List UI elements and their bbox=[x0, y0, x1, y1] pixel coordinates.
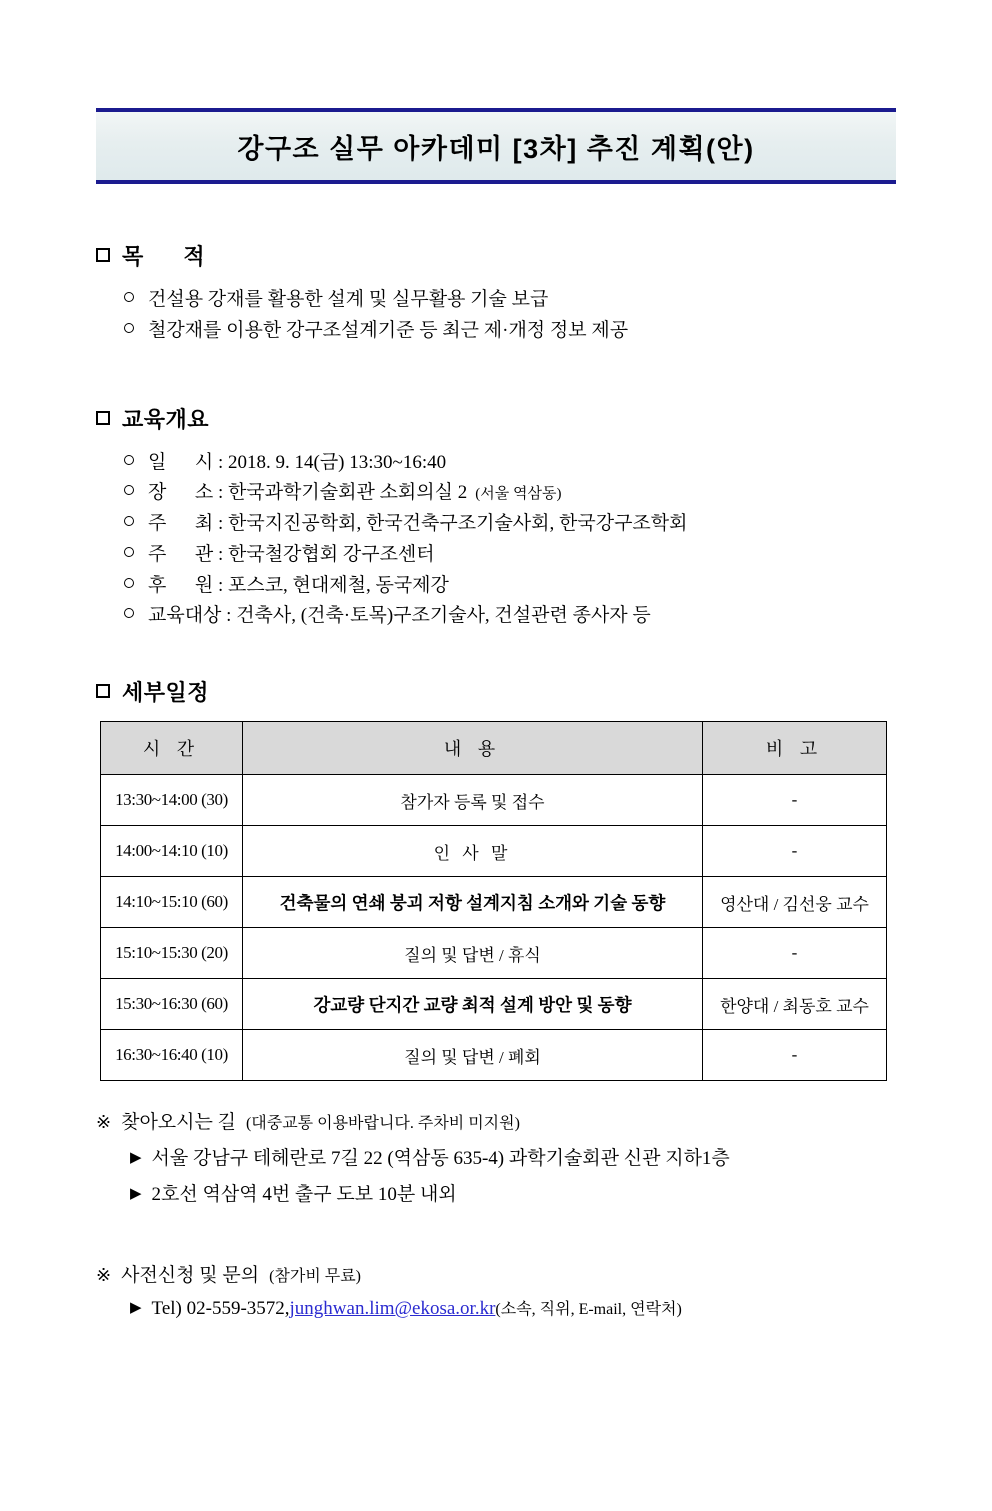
cell-content: 강교량 단지간 교량 최적 설계 방안 및 동향 bbox=[243, 979, 703, 1030]
field-separator: : bbox=[221, 605, 237, 627]
triangle-right-icon: ▶ bbox=[130, 1150, 142, 1167]
circle-bullet-icon bbox=[124, 578, 134, 588]
reference-mark-icon: ※ bbox=[96, 1265, 112, 1286]
field-label: 주 관 bbox=[148, 543, 214, 565]
field-label: 주 최 bbox=[148, 513, 214, 535]
list-item bbox=[124, 540, 896, 571]
triangle-right-icon: ▶ bbox=[130, 1186, 142, 1203]
section-heading-schedule bbox=[96, 676, 896, 707]
cell-note: - bbox=[703, 928, 887, 979]
contact-title: 사전신청 및 문의 bbox=[121, 1265, 260, 1287]
list-item bbox=[124, 285, 896, 316]
cell-note: - bbox=[703, 775, 887, 826]
field-value: 건축사, (건축·토목)구조기술사, 건설관련 종사자 등 bbox=[236, 605, 651, 627]
field-label: 일 시 bbox=[148, 451, 214, 473]
list-item bbox=[124, 601, 896, 632]
section-overview bbox=[96, 403, 896, 633]
contact-suffix: (소속, 직위, E-mail, 연락처) bbox=[495, 1301, 682, 1319]
contact-subnote: (참가비 무료) bbox=[269, 1268, 362, 1286]
field-label: 후 원 bbox=[148, 574, 214, 596]
contact-tel: Tel) 02-559-3572, bbox=[151, 1298, 290, 1320]
field-value: 한국철강협회 강구조센터 bbox=[228, 543, 435, 565]
triangle-right-icon: ▶ bbox=[130, 1300, 142, 1317]
list-item bbox=[124, 448, 896, 479]
circle-bullet-icon bbox=[124, 485, 134, 495]
table-header-row bbox=[101, 722, 887, 775]
field-label: 장 소 bbox=[148, 482, 214, 504]
contact-heading bbox=[96, 1260, 896, 1287]
list-item bbox=[124, 571, 896, 602]
cell-time: 15:30~16:30 (60) bbox=[101, 979, 243, 1030]
circle-bullet-icon bbox=[124, 516, 134, 526]
list-item bbox=[124, 316, 896, 347]
document-title-banner bbox=[96, 108, 896, 184]
field-separator: : bbox=[213, 543, 228, 565]
document-page bbox=[0, 108, 992, 1511]
section-heading-overview bbox=[96, 403, 896, 434]
section-heading-label: 목 적 bbox=[122, 244, 206, 269]
circle-bullet-icon bbox=[124, 547, 134, 557]
cell-note: 한양대 / 최동호 교수 bbox=[703, 979, 887, 1030]
section-purpose bbox=[96, 240, 896, 347]
section-heading-label: 세부일정 bbox=[122, 680, 210, 706]
cell-content: 건축물의 연쇄 붕괴 저항 설계지침 소개와 기술 동향 bbox=[243, 877, 703, 928]
table-row bbox=[101, 928, 887, 979]
circle-bullet-icon bbox=[124, 455, 134, 465]
schedule-table bbox=[100, 721, 887, 1081]
circle-bullet-icon bbox=[124, 292, 134, 302]
directions-line bbox=[130, 1179, 896, 1206]
cell-time: 14:00~14:10 (10) bbox=[101, 826, 243, 877]
reference-mark-icon: ※ bbox=[96, 1112, 112, 1133]
contact-email-link[interactable]: junghwan.lim@ekosa.or.kr bbox=[289, 1298, 496, 1320]
cell-time: 16:30~16:40 (10) bbox=[101, 1030, 243, 1081]
field-value: 2018. 9. 14(금) 13:30~16:40 bbox=[228, 451, 447, 473]
field-note: (서울 역삼동) bbox=[475, 486, 562, 503]
circle-bullet-icon bbox=[124, 608, 134, 618]
table-row bbox=[101, 1030, 887, 1081]
list-item bbox=[124, 509, 896, 540]
page-title: 강구조 실무 아카데미 [3차] 추진 계획(안) bbox=[237, 133, 755, 164]
list-item-text: 건설용 강재를 활용한 설계 및 실무활용 기술 보급 bbox=[148, 289, 549, 310]
column-header-content: 내 용 bbox=[243, 722, 703, 775]
list-item-text: 철강재를 이용한 강구조설계기준 등 최근 제·개정 정보 제공 bbox=[148, 319, 629, 341]
table-row bbox=[101, 877, 887, 928]
column-header-time: 시 간 bbox=[101, 722, 243, 775]
table-row bbox=[101, 979, 887, 1030]
cell-content: 참가자 등록 및 접수 bbox=[243, 775, 703, 826]
field-value: 한국과학기술회관 소회의실 2 bbox=[228, 482, 468, 504]
cell-content: 인 사 말 bbox=[243, 826, 703, 877]
directions-title: 찾아오시는 길 bbox=[121, 1112, 236, 1134]
section-directions bbox=[96, 1107, 896, 1206]
field-value: 포스코, 현대제철, 동국제강 bbox=[228, 574, 449, 596]
overview-list bbox=[124, 448, 896, 633]
section-heading-purpose bbox=[96, 240, 896, 271]
section-contact bbox=[96, 1260, 896, 1320]
section-heading-label: 교육개요 bbox=[122, 406, 210, 432]
square-bullet-icon bbox=[96, 248, 110, 262]
contact-line bbox=[130, 1296, 896, 1320]
field-value: 한국지진공학회, 한국건축구조기술사회, 한국강구조학회 bbox=[228, 513, 688, 535]
field-separator: : bbox=[213, 451, 228, 473]
cell-time: 13:30~14:00 (30) bbox=[101, 775, 243, 826]
field-separator: : bbox=[213, 513, 228, 535]
directions-heading bbox=[96, 1107, 896, 1134]
circle-bullet-icon bbox=[124, 323, 134, 333]
field-separator: : bbox=[213, 482, 228, 504]
cell-note: - bbox=[703, 1030, 887, 1081]
purpose-list bbox=[124, 285, 896, 347]
square-bullet-icon bbox=[96, 411, 110, 425]
field-label: 교육대상 bbox=[148, 605, 222, 627]
directions-address: 서울 강남구 테헤란로 7길 22 (역삼동 635-4) 과학기술회관 신관 지하1층 bbox=[151, 1148, 730, 1170]
table-row bbox=[101, 775, 887, 826]
list-item bbox=[124, 478, 896, 509]
cell-content: 질의 및 답변 / 휴식 bbox=[243, 928, 703, 979]
cell-content: 질의 및 답변 / 폐회 bbox=[243, 1030, 703, 1081]
directions-transit: 2호선 역삼역 4번 출구 도보 10분 내외 bbox=[151, 1184, 457, 1206]
table-row bbox=[101, 826, 887, 877]
field-separator: : bbox=[213, 574, 228, 596]
cell-time: 15:10~15:30 (20) bbox=[101, 928, 243, 979]
column-header-note: 비 고 bbox=[703, 722, 887, 775]
cell-note: - bbox=[703, 826, 887, 877]
cell-time: 14:10~15:10 (60) bbox=[101, 877, 243, 928]
directions-line bbox=[130, 1143, 896, 1170]
section-schedule bbox=[96, 676, 896, 1081]
square-bullet-icon bbox=[96, 684, 110, 698]
directions-subnote: (대중교통 이용바랍니다. 주차비 미지원) bbox=[245, 1115, 520, 1133]
cell-note: 영산대 / 김선웅 교수 bbox=[703, 877, 887, 928]
